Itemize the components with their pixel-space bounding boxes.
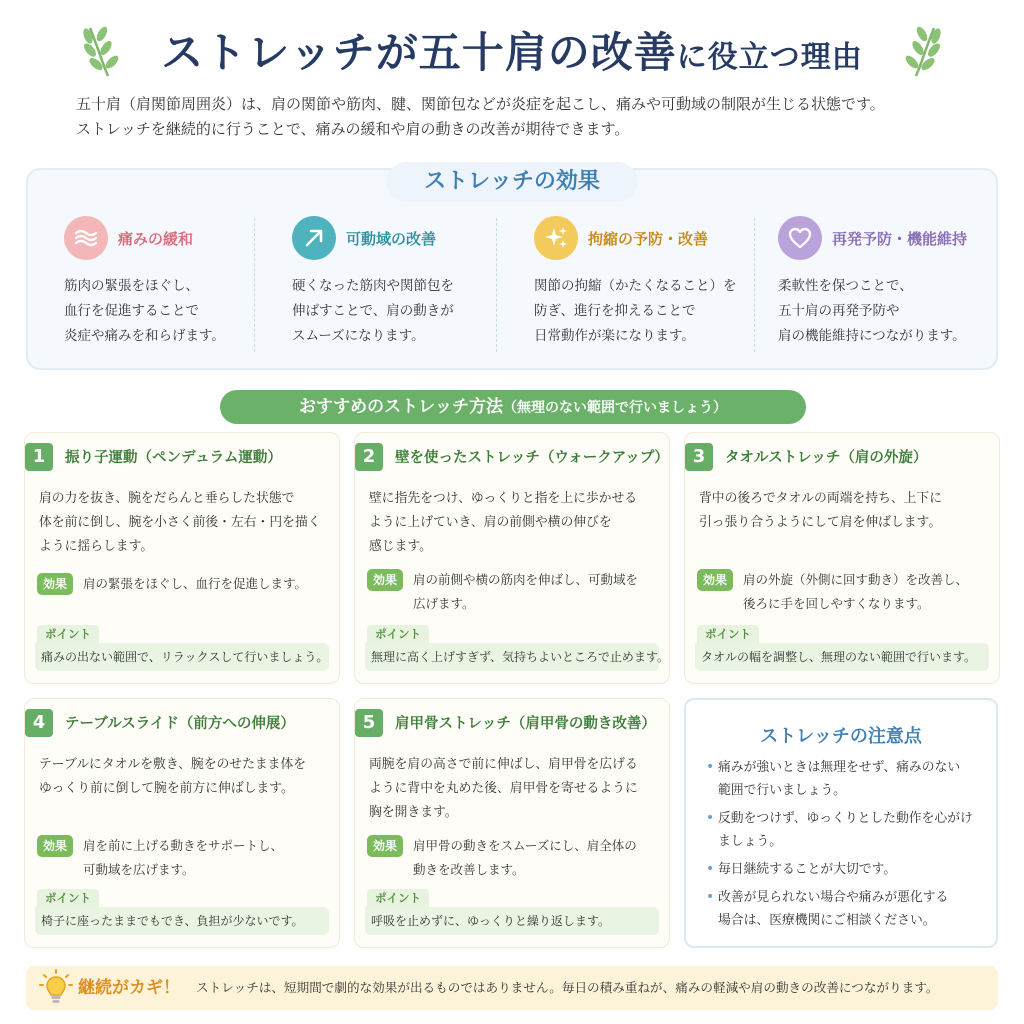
card-number: 5 [355,709,383,737]
point-text: 呼吸を止めずに、ゆっくりと繰り返します。 [365,907,659,935]
card-desc-line: ように背中を丸めた後、肩甲骨を寄せるように [369,781,638,796]
card-desc-line: ように上げていき、肩の前側や横の伸びを [369,515,612,530]
leaf-decoration-icon [902,22,946,78]
point-text: 痛みの出ない範囲で、リラックスして行いましょう。 [35,643,329,671]
card-desc-line: 両腕を肩の高さで前に伸ばし、肩甲骨を広げる [369,757,638,772]
divider [754,218,755,352]
card-desc-line: ように揺らします。 [39,539,154,554]
footer-banner [26,966,998,1010]
effect-range-of-motion [292,214,454,354]
intro-text [76,92,976,142]
divider [254,218,255,352]
effect-text [413,834,637,882]
point-text: タオルの幅を調整し、無理のない範囲で行います。 [695,643,989,671]
card-desc-line: 胸を開きます。 [369,805,458,820]
effect-text [83,572,307,596]
effect-desc-line: 防ぎ、進行を抑えることで [534,303,696,319]
effect-badge: 効果 [37,835,73,857]
effect-text [83,834,283,882]
caution-line: 範囲で行いましょう。 [718,783,846,798]
card-description [369,487,637,559]
effect-badge: 効果 [697,569,733,591]
effect-contracture-prevention [534,214,737,354]
heart-icon [778,216,822,260]
card-title: 壁を使ったストレッチ（ウォークアップ） [395,450,669,466]
card-number: 1 [25,443,53,471]
card-title: テーブルスライド（前方への伸展） [65,716,295,732]
method-card-3 [684,432,1000,684]
footer-title: 継続がカギ！ [78,978,180,998]
point-label: ポイント [697,625,759,643]
method-card-4 [24,698,340,948]
effect-badge: 効果 [367,835,403,857]
page-title [0,20,1024,80]
effect-text-line: 肩の緊張をほぐし、血行を促進します。 [83,576,308,591]
point-text: 無理に高く上げすぎず、気持ちよいところで止めます。 [365,643,659,671]
method-card-5 [354,698,670,948]
effect-text-line: 可動域を広げます。 [83,862,195,877]
effect-desc-line: 筋肉の緊張をほぐし、 [64,278,199,294]
effect-text-line: 動きを改善します。 [413,862,525,877]
effect-text-line: 肩甲骨の動きをスムーズにし、肩全体の [413,838,637,853]
intro-line: ストレッチを継続的に行うことで、痛みの緩和や肩の動きの改善が期待できます。 [76,120,630,138]
card-desc-line: 体を前に倒し、腕を小さく前後・左右・円を描く [39,515,321,530]
methods-banner-main: おすすめのストレッチ方法 [299,397,503,417]
title-tail: に役立つ理由 [676,40,863,75]
effect-badge: 効果 [367,569,403,591]
method-card-2 [354,432,670,684]
effect-desc-line: 肩の機能維持につながります。 [778,328,966,344]
intro-line: 五十肩（肩関節周囲炎）は、肩の関節や筋肉、腱、関節包などが炎症を起こし、痛みや可動域の制限が生じる状態です。 [76,95,885,113]
caution-line: 場合は、医療機関にご相談ください。 [718,913,936,928]
card-desc-line: 感じます。 [369,539,432,554]
caution-line: • 痛みが強いときは無理をせず、痛みのない [718,760,961,775]
caution-line: • 毎日継続することが大切です。 [718,862,897,877]
card-desc-line: 引っ張り合うようにして肩を伸ばします。 [699,515,942,530]
effect-name: 再発予防・機能維持 [832,229,968,248]
card-title: 振り子運動（ペンデュラム運動） [65,450,282,466]
point-label: ポイント [37,889,99,907]
effect-desc-line: 伸ばすことで、肩の動きが [292,303,454,319]
point-label: ポイント [367,625,429,643]
effect-desc-line: 硬くなった筋肉や関節包を [292,278,454,294]
effect-name: 拘縮の予防・改善 [588,229,709,248]
effect-text-line: 肩の外旋（外側に回す動き）を改善し、 [743,572,969,587]
caution-item [706,886,986,932]
caution-line: • 改善が見られない場合や痛みが悪化する [718,890,949,905]
effect-desc-line: 日常動作が楽になります。 [534,328,695,344]
caution-item [706,858,986,881]
effect-name: 可動域の改善 [346,229,437,248]
point-text: 椅子に座ったままでもでき、負担が少ないです。 [35,907,329,935]
card-description [699,487,942,535]
effect-name: 痛みの緩和 [118,229,194,248]
lightbulb-icon [36,968,76,1008]
effect-text-line: 広げます。 [413,596,475,611]
method-card-1 [24,432,340,684]
title-main: ストレッチが五十肩の改善 [161,28,677,77]
methods-banner-sub: （無理のない範囲で行いましょう） [503,400,727,416]
card-desc-line: テーブルにタオルを敷き、腕をのせたまま体を [39,757,307,772]
point-label: ポイント [37,625,99,643]
effect-desc-line: スムーズになります。 [292,328,425,344]
effect-desc-line: 炎症や痛みを和らげます。 [64,328,225,344]
effect-recurrence-prevention [778,214,967,354]
caution-panel [684,698,998,948]
effect-text-line: 肩の前側や横の筋肉を伸ばし、可動域を [413,572,639,587]
effect-desc-line: 五十肩の再発予防や [778,303,900,319]
card-desc-line: 壁に指先をつけ、ゆっくりと指を上に歩かせる [369,491,638,506]
wave-icon [64,216,108,260]
effect-text [413,568,638,616]
card-desc-line: 肩の力を抜き、腕をだらんと垂らした状態で [39,491,295,506]
caution-item [706,756,986,802]
effect-desc-line: 関節の拘縮（かたくなること）を [534,278,737,294]
card-title: タオルストレッチ（肩の外旋） [725,450,928,466]
effect-desc-line: 柔軟性を保つことで、 [778,278,913,294]
point-label: ポイント [367,889,429,907]
caution-line: ましょう。 [718,834,782,849]
card-description [39,753,306,801]
methods-banner [220,390,806,424]
effect-desc-line: 血行を促進することで [64,303,199,319]
effect-text-line: 後ろに手を回しやすくなります。 [743,596,930,611]
card-desc-line: 背中の後ろでタオルの両端を持ち、上下に [699,491,943,506]
card-number: 2 [355,443,383,471]
footer-text: ストレッチは、短期間で劇的な効果が出るものではありません。毎日の積み重ねが、痛みの軽減や肩の動きの改善につながります。 [196,980,939,995]
card-title: 肩甲骨ストレッチ（肩甲骨の動き改善） [395,716,656,732]
caution-line: • 反動をつけず、ゆっくりとした動作を心がけ [718,811,973,826]
card-number: 4 [25,709,53,737]
effect-pain-relief [64,214,225,354]
caution-title: ストレッチの注意点 [760,726,922,747]
arrow-up-right-icon [292,216,336,260]
card-desc-line: ゆっくり前に倒して腕を前方に伸ばします。 [39,781,294,796]
effects-title: ストレッチの効果 [386,162,638,202]
card-number: 3 [685,443,713,471]
card-description [39,487,321,559]
card-description [369,753,638,825]
sparkle-icon [534,216,578,260]
effect-text-line: 肩を前に上げる動きをサポートし、 [83,838,284,853]
caution-item [706,807,986,853]
divider [496,218,497,352]
effect-badge: 効果 [37,573,73,595]
caution-list [706,756,986,937]
effect-text [743,568,968,616]
